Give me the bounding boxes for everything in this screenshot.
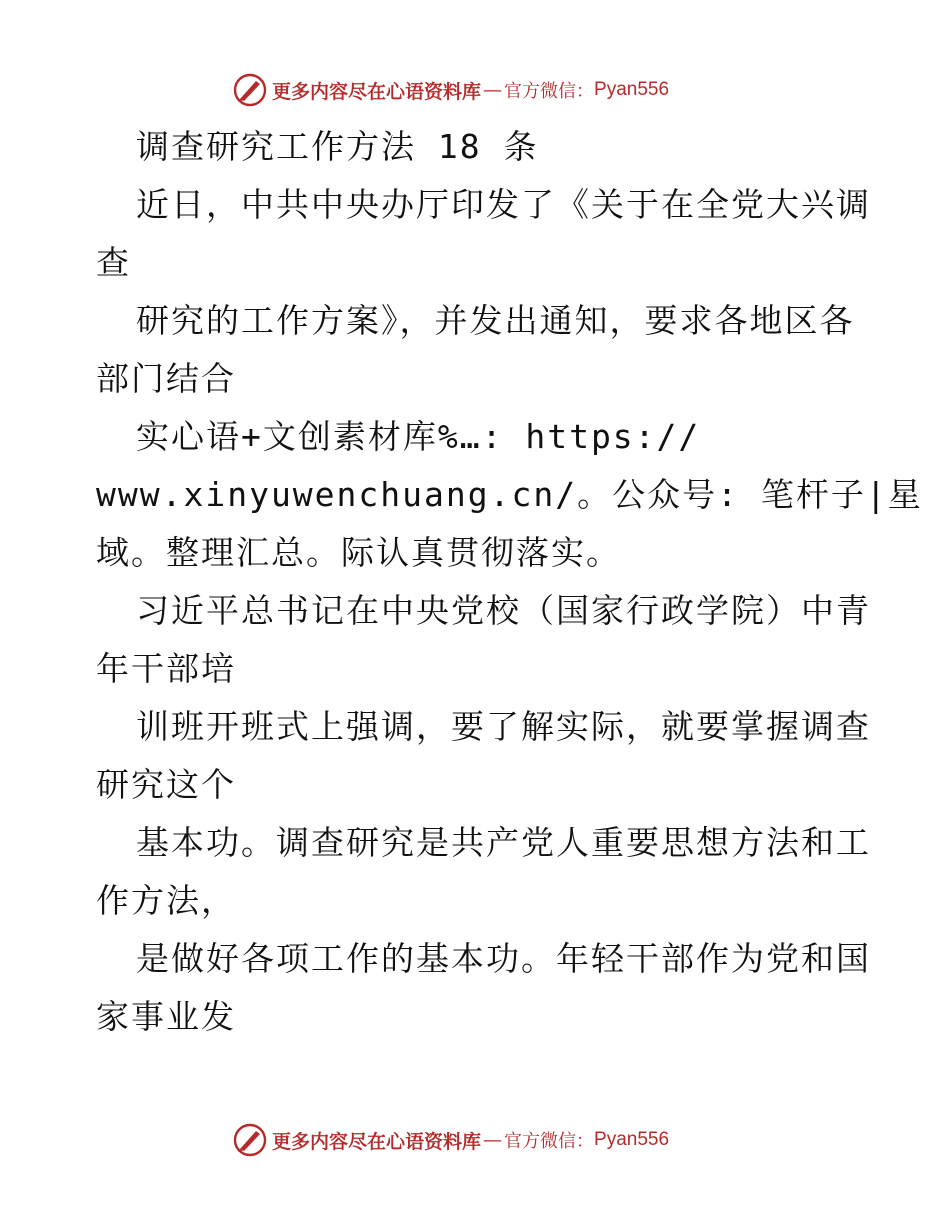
- document-title: 调查研究工作方法 18 条: [136, 127, 539, 166]
- paragraph-line: 查: [96, 243, 131, 282]
- paragraph-line: 年干部培: [96, 649, 236, 688]
- document-body: [96, 118, 923, 1046]
- footer-banner-content: [232, 1120, 669, 1160]
- paragraph-line: 域。整理汇总。际认真贯彻落实。: [96, 533, 621, 572]
- header-banner: [0, 70, 950, 110]
- paragraph-line: 作方法，: [96, 881, 236, 920]
- paragraph-line: 基本功。调查研究是共产党人重要思想方法和工: [136, 823, 871, 862]
- banner-wechat-label: 官方微信：: [504, 81, 595, 102]
- banner-wechat-id: Pyan556: [594, 79, 670, 100]
- banner-wechat-id: Pyan556: [594, 1129, 670, 1150]
- paragraph-line: 是做好各项工作的基本功。年轻干部作为党和国: [136, 939, 871, 978]
- banner-dash: —: [483, 1129, 503, 1151]
- banner-dash: —: [483, 79, 503, 101]
- quill-pen-logo-icon: [232, 72, 268, 108]
- footer-banner: [0, 1120, 950, 1160]
- header-banner-content: [232, 70, 669, 110]
- paragraph-line: 研究这个: [96, 765, 236, 804]
- banner-main-text: 更多内容尽在心语资料库: [272, 80, 482, 103]
- paragraph-line: 训班开班式上强调，要了解实际，就要掌握调查: [136, 707, 871, 746]
- paragraph-line: 家事业发: [96, 997, 236, 1036]
- paragraph-line: 实心语+文创素材库%…: https://: [136, 417, 701, 456]
- banner-main-text: 更多内容尽在心语资料库: [272, 1130, 482, 1153]
- paragraph-line: www.xinyuwenchuang.cn/。公众号: 笔杆子|星: [96, 475, 923, 514]
- paragraph-line: 习近平总书记在中央党校（国家行政学院）中青: [136, 591, 871, 630]
- quill-pen-logo-icon: [232, 1122, 268, 1158]
- paragraph-line: 近日，中共中央办厅印发了《关于在全党大兴调: [136, 185, 871, 224]
- paragraph-line: 部门结合: [96, 359, 236, 398]
- banner-wechat-label: 官方微信：: [504, 1131, 595, 1152]
- paragraph-line: 研究的工作方案》，并发出通知，要求各地区各: [136, 301, 855, 340]
